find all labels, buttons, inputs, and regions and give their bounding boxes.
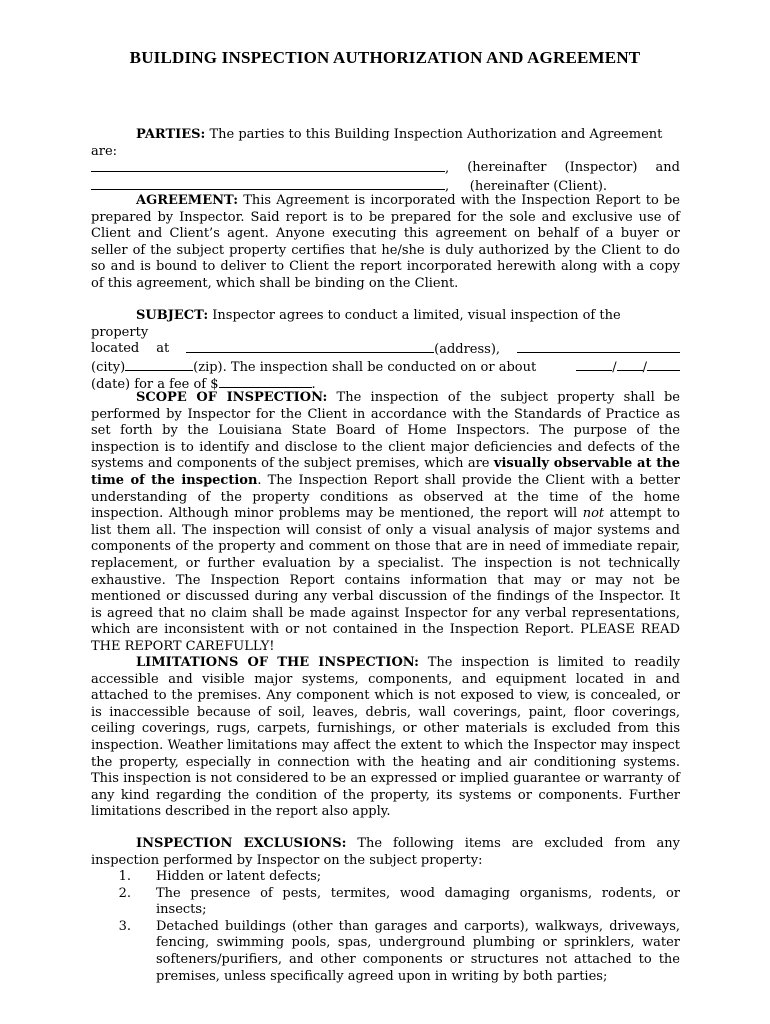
exclusions-list <box>91 869 680 985</box>
list-text: Detached buildings (other than garages and carports), walkways, driveways, fencing, swimming pools, spas, underground plumbing or sprinklers, water softeners/purifiers, and other components or structures not attached to the premises, unless specifically agreed upon in writing by both parties; <box>156 918 680 984</box>
scope-text-1: The inspection of the subject property shall be performed by Inspector for the Client in accordance with the Standards of Practice as set forth by the Louisiana State Board of Home Inspectors. The purpose of the inspection is to identify and disclose to the client major deficiencies and defects of the systems and components of the subject premises, which are <box>91 390 681 472</box>
exclusions-intro: The following items are excluded from any inspection performed by Inspector on the subject property: <box>91 836 680 868</box>
scope-section <box>91 390 680 656</box>
exclusions-section <box>91 836 680 869</box>
scope-heading: SCOPE OF INSPECTION: <box>136 390 328 405</box>
scope-text-2: . The Inspection Report shall provide the Client with a better understanding of the property conditions as observed at the time of the home inspection. Although minor problems may be mentioned, the report will <box>91 472 680 522</box>
zip-label: (zip). The inspection shall be conducted on or about <box>193 359 537 375</box>
date-day-blank[interactable] <box>617 359 643 371</box>
property-address-blank[interactable] <box>186 341 434 353</box>
list-item <box>91 886 680 919</box>
hereinafter-label: (hereinafter <box>467 160 547 176</box>
city-blank[interactable] <box>517 341 680 353</box>
located-label: located <box>91 341 140 357</box>
list-number: 3. <box>118 918 131 934</box>
date-slash-1: / <box>612 359 617 375</box>
date-slash-2: / <box>642 359 647 375</box>
parties-section <box>91 127 680 195</box>
zip-blank[interactable] <box>125 359 193 371</box>
date-year-blank[interactable] <box>647 359 680 371</box>
inspector-label: (Inspector) <box>564 160 638 176</box>
subject-section <box>91 308 680 394</box>
inspector-line <box>91 160 680 178</box>
client-name-blank[interactable] <box>91 178 445 190</box>
subject-line2 <box>91 341 680 359</box>
fee-period: . <box>311 377 316 393</box>
scope-text-3: attempt to list them all. The inspection will consist of only a visual analysis of major systems and components of the property and comment on those that are in need of immediate repair, replacement, or further evaluation by a specialist. The inspection is not technically exhaustive. The Inspection Report contains information that may or may not be mentioned or discussed during any verbal discussion of the findings of the Inspector. It is agreed that no claim shall be made against Inspector for any verbal representations, which are inconsistent with or not contained in the Inspection Report. PLEASE READ THE REPORT CAREFULLY! <box>91 506 680 654</box>
agreement-heading: AGREEMENT: <box>136 193 239 208</box>
scope-italic: not <box>582 506 605 522</box>
at-label: at <box>156 341 170 357</box>
inspector-comma: , <box>445 161 450 177</box>
client-label: , (hereinafter (Client). <box>445 178 608 194</box>
agreement-body: This Agreement is incorporated with the Inspection Report to be prepared by Inspector. Said report is to be prepared for the sole and exclusive use of Client and Client’s agent. Anyone executing this agreement on behalf of a buyer or seller of the subject property certifies that he/she is duly authorized by the Client to do so and is bound to deliver to Client the report incorporated herewith along with a copy of this agreement, which shall be binding on the Client. <box>91 193 680 291</box>
list-item <box>91 919 680 985</box>
fee-blank[interactable] <box>219 376 312 388</box>
subject-text: Inspector agrees to conduct a limited, visual inspection of the property <box>91 308 621 340</box>
limitations-section <box>91 655 680 821</box>
and-label: and <box>655 160 680 176</box>
date-month-blank[interactable] <box>576 359 612 371</box>
fee-label: (date) for a fee of $ <box>91 377 219 393</box>
parties-heading: PARTIES: <box>136 127 206 142</box>
address-label: (address), <box>434 342 501 358</box>
list-number: 2. <box>118 885 131 901</box>
scope-emphasis: visually observable at the time of the inspection <box>91 456 681 488</box>
agreement-section <box>91 193 680 293</box>
parties-intro <box>91 127 680 160</box>
subject-line1 <box>91 308 680 341</box>
limitations-heading: LIMITATIONS OF THE INSPECTION: <box>136 655 419 670</box>
limitations-body: The inspection is limited to readily accessible and visible major systems, components, and equipment located in and attached to the premises. Any component which is not exposed to view, is concealed, or is inaccessible because of soil, leaves, debris, wall coverings, paint, floor coverings, ceiling coverings, rugs, carpets, furnishings, or other materials is excluded from this inspection. Weather limitations may affect the extent to which the Inspector may inspect the property, especially in connection with the heating and air conditioning systems. This inspection is not considered to be an expressed or implied guarantee or warranty of any kind regarding the condition of the property, its systems or components. Further limitations described in the report also apply. <box>91 655 680 820</box>
subject-line3 <box>91 359 680 377</box>
parties-intro-text: The parties to this Building Inspection Authorization and Agreement are: <box>91 127 663 159</box>
document-title: BUILDING INSPECTION AUTHORIZATION AND AGREEMENT <box>129 48 641 67</box>
exclusions-heading: INSPECTION EXCLUSIONS: <box>136 836 347 851</box>
list-number: 1. <box>118 869 131 884</box>
subject-heading: SUBJECT: <box>136 308 209 323</box>
inspector-name-blank[interactable] <box>91 160 445 172</box>
city-label: (city) <box>91 359 126 375</box>
list-text: Hidden or latent defects; <box>156 869 322 884</box>
list-item <box>91 869 680 886</box>
list-text: The presence of pests, termites, wood damaging organisms, rodents, or insects; <box>156 885 680 918</box>
